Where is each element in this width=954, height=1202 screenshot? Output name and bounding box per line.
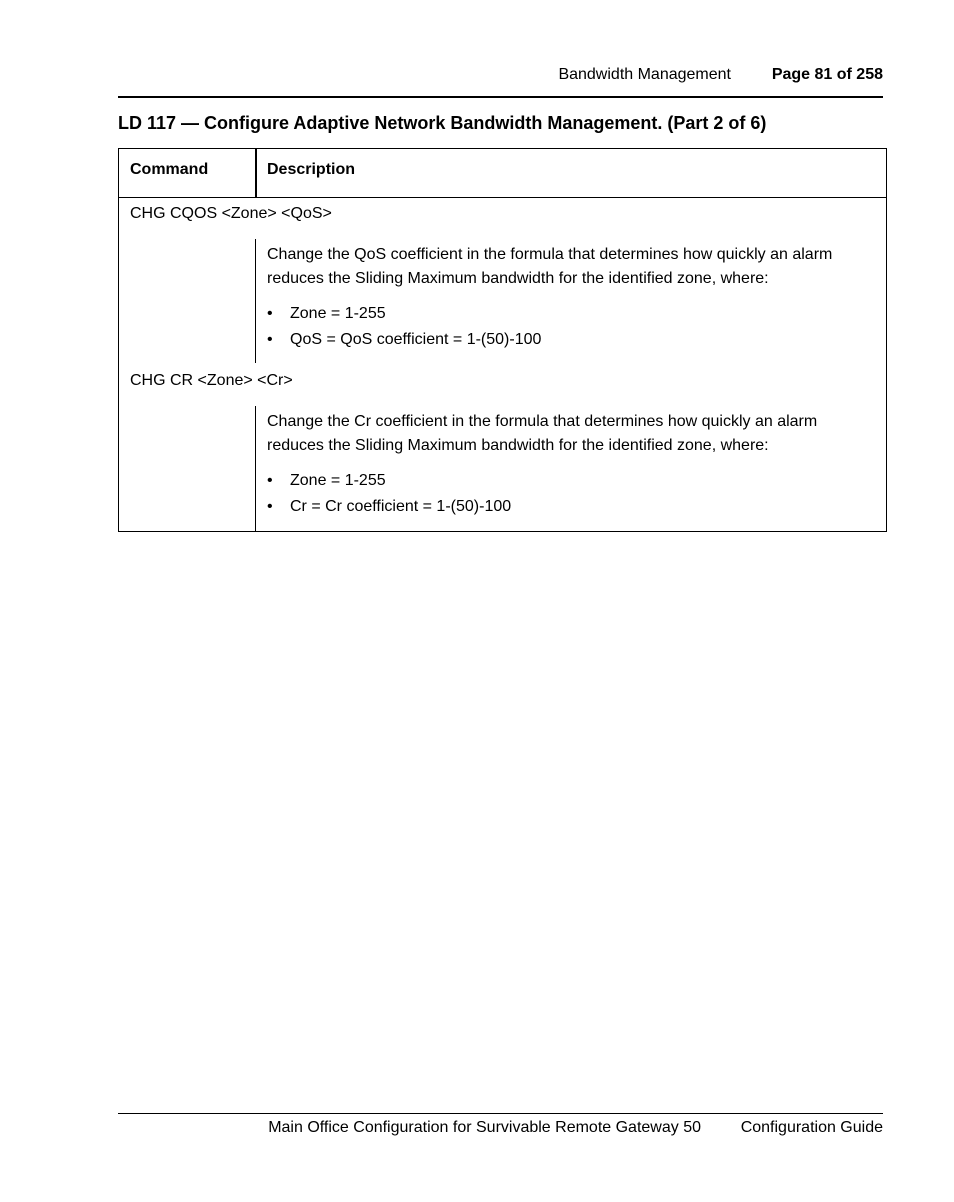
column-divider bbox=[255, 149, 257, 197]
list-item-text: Zone = 1-255 bbox=[290, 472, 386, 489]
command-table bbox=[118, 148, 887, 532]
description-cell bbox=[255, 239, 886, 363]
command-cell: CHG CQOS <Zone> <QoS> bbox=[130, 205, 332, 222]
list-item-text: Cr = Cr coefficient = 1-(50)-100 bbox=[290, 498, 512, 515]
page-footer bbox=[118, 1113, 883, 1136]
bullet-icon: • bbox=[267, 472, 273, 489]
table-header-row bbox=[119, 149, 886, 198]
description-text: Change the Cr coefficient in the formula that determines how quickly an alarm reduces the Sliding Maximum bandwidth for the identified zone, where: bbox=[267, 413, 818, 454]
description-text: Change the QoS coefficient in the formula that determines how quickly an alarm reduces the Sliding Maximum bandwidth for the identified zone, where: bbox=[267, 246, 833, 287]
header-page-number: Page 81 of 258 bbox=[771, 66, 883, 83]
footer-document-type: Configuration Guide bbox=[740, 1119, 883, 1136]
description-cell bbox=[255, 406, 886, 531]
table-title: LD 117 — Configure Adaptive Network Bandwidth Management. (Part 2 of 6) bbox=[118, 113, 767, 133]
bullet-icon: • bbox=[267, 331, 273, 348]
bullet-icon: • bbox=[267, 305, 273, 322]
command-cell: CHG CR <Zone> <Cr> bbox=[130, 372, 293, 389]
column-header-command: Command bbox=[130, 161, 209, 178]
page-header bbox=[118, 64, 883, 98]
column-header-description: Description bbox=[267, 161, 356, 178]
footer-document-title: Main Office Configuration for Survivable Remote Gateway 50 bbox=[268, 1119, 701, 1136]
list-item-text: Zone = 1-255 bbox=[290, 305, 386, 322]
bullet-icon: • bbox=[267, 498, 273, 515]
list-item-text: QoS = QoS coefficient = 1-(50)-100 bbox=[290, 331, 542, 348]
header-section-title: Bandwidth Management bbox=[558, 66, 731, 83]
